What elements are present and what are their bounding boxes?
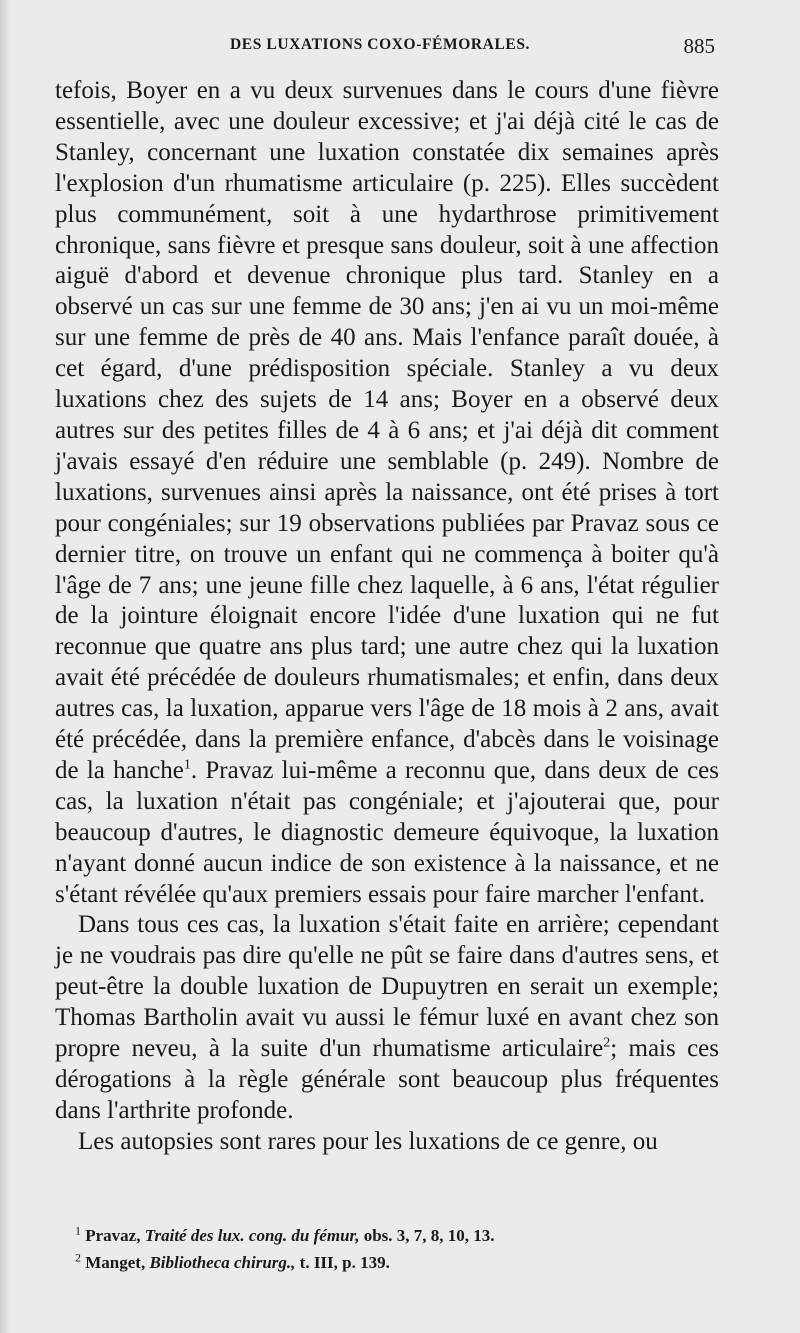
footnote-author: Manget, bbox=[85, 1253, 146, 1272]
paragraph bbox=[55, 910, 719, 1126]
footnote-mark: 1 bbox=[75, 1223, 81, 1238]
paragraph bbox=[55, 76, 719, 910]
body-text bbox=[55, 76, 719, 1158]
paragraph-text: Les autopsies sont rares pour les luxations de ce genre, ou bbox=[78, 1127, 658, 1155]
paragraph-text: Dans tous ces cas, la luxation s'était faite en arrière; cependant je ne voudrais pas dire qu'elle ne pût se faire dans d'autres sens, et peut-être la double luxation de Dupuytren en serait un exemple; Thomas Bartholin avait vu aussi le fémur luxé en avant chez son propre neveu, à la suite d'un rhumatisme articulaire bbox=[55, 911, 719, 1063]
paragraph-text: . Pravaz lui-même a reconnu que, dans deux de ces cas, la luxation n'était pas congéniale; et j'ajouterai que, pour beaucoup d'autres, le diagnostic demeure équivoque, la luxation n'ayant donné aucun indice de son existence à la naissance, et ne s'étant révélée qu'aux premiers essais pour faire marcher l'enfant. bbox=[55, 756, 719, 908]
page-edge-shadow bbox=[0, 0, 10, 1333]
footnote bbox=[55, 1249, 719, 1276]
paragraph bbox=[55, 1127, 719, 1158]
footnote-title: Traité des lux. cong. du fémur, bbox=[144, 1226, 360, 1245]
footnote-citation: t. III, p. 139. bbox=[299, 1253, 390, 1272]
footnote-mark: 2 bbox=[75, 1250, 81, 1265]
footnote-reference: 2 bbox=[603, 1035, 611, 1051]
footnote bbox=[55, 1222, 719, 1249]
footnote-title: Bibliotheca chirurg., bbox=[149, 1253, 296, 1272]
running-title: DES LUXATIONS COXO-FÉMORALES. bbox=[230, 36, 531, 53]
paragraph-text: ; mais ces dérogations à la règle générale sont beaucoup plus fréquentes dans l'arthrite profonde. bbox=[55, 1035, 719, 1124]
page-number: 885 bbox=[683, 34, 715, 58]
footnote-reference: 1 bbox=[183, 757, 191, 773]
paragraph-text: tefois, Boyer en a vu deux survenues dans le cours d'une fièvre essentielle, avec une douleur excessive; et j'ai déjà cité le cas de Stanley, concernant une luxation constatée dix semaines après l'explosion d'un rhumatisme articulaire (p. 225). Elles succèdent plus communément, soit à une hydarthrose primitivement chronique, sans fièvre et presque sans douleur, soit à une affection aiguë d'abord et devenue chronique plus tard. Stanley en a observé un cas sur une femme de 30 ans; j'en ai vu un moi-même sur une femme de près de 40 ans. Mais l'enfance paraît douée, à cet égard, d'une prédisposition spéciale. Stanley a vu deux luxations chez des sujets de 14 ans; Boyer en a observé deux autres sur des petites filles de 4 à 6 ans; et j'ai déjà dit comment j'avais essayé d'en réduire une semblable (p. 249). Nombre de luxations, survenues ainsi après la naissance, ont été prises à tort pour congéniales; sur 19 observations publiées par Pravaz sous ce dernier titre, on trouve un enfant qui ne commença à boiter qu'à l'âge de 7 ans; une jeune fille chez laquelle, à 6 ans, l'état régulier de la jointure éloignait encore l'idée d'une luxation qui ne fut reconnue que quatre ans plus tard; une autre chez qui la luxation avait été précédée de douleurs rhumatismales; et enfin, dans deux autres cas, la luxation, apparue vers l'âge de 18 mois à 2 ans, avait été précédée, dans la première enfance, d'abcès dans le voisinage de la hanche bbox=[55, 77, 719, 784]
page-header bbox=[55, 34, 715, 64]
footnotes bbox=[55, 1222, 719, 1276]
footnote-author: Pravaz, bbox=[85, 1226, 141, 1245]
footnote-citation: obs. 3, 7, 8, 10, 13. bbox=[363, 1226, 495, 1245]
